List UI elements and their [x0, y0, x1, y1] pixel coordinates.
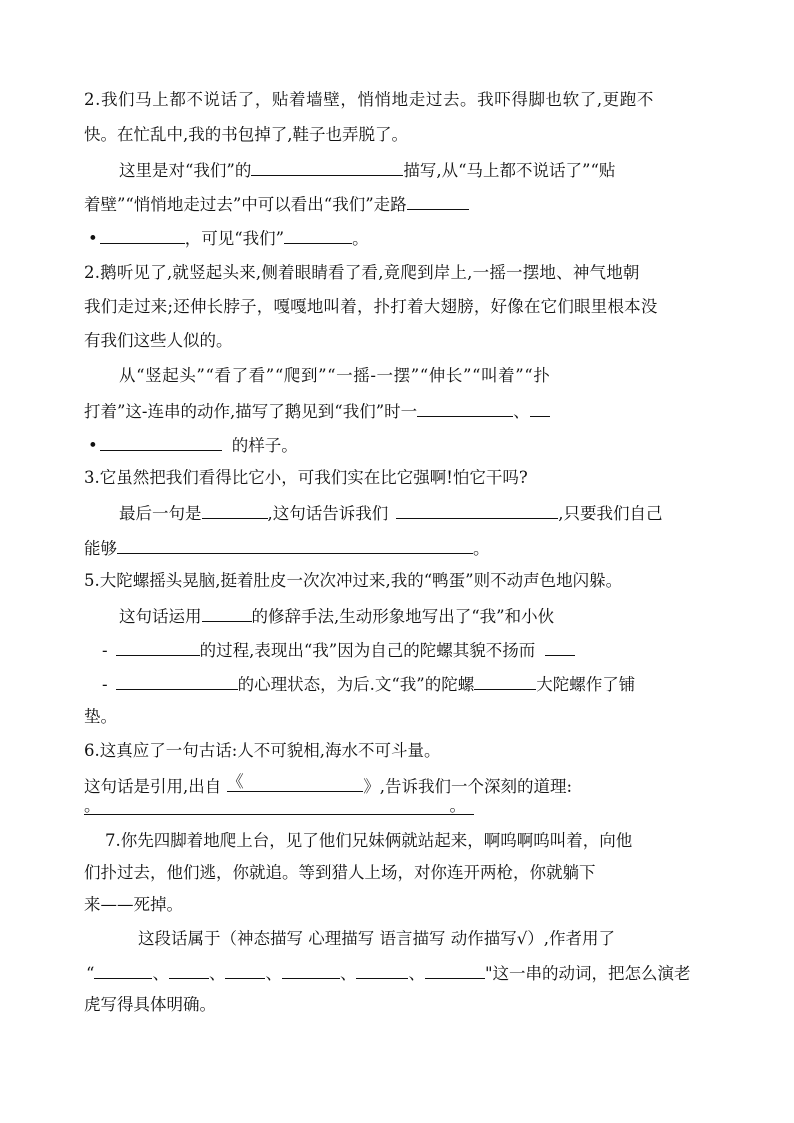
verb-blank-2[interactable]	[169, 960, 209, 979]
period-end: 。	[449, 796, 466, 815]
verb-blank-5[interactable]	[356, 960, 408, 979]
q1-line1: 2.我们马上都不说话了，贴着墙壁，悄悄地走过去。我吓得脚也软了,更跑不	[84, 90, 654, 109]
q2-line2: 我们走过来;还伸长脖子，嘎嘎地叫着，扑打着大翅膀，好像在它们眼里根本没	[84, 297, 658, 316]
verb-blank-6[interactable]	[425, 960, 485, 979]
q2-line5-text: 打着”这-连串的动作,描写了鹅见到“我们”时一	[84, 402, 418, 421]
q6-line1: 6.这真应了一句古话:人不可貌相,海水不可斗量。	[84, 741, 441, 760]
answer-blank[interactable]	[100, 225, 185, 244]
period-start: 。	[84, 796, 101, 815]
q1-line3	[119, 157, 615, 183]
answer-blank[interactable]	[284, 225, 352, 244]
q1-line5	[88, 225, 369, 251]
q2-line5-sep: 、	[513, 402, 530, 421]
separator: 、	[265, 964, 282, 983]
answer-blank[interactable]	[417, 398, 513, 417]
dash: -	[102, 641, 108, 660]
answer-blank[interactable]	[84, 796, 474, 815]
separator: 、	[408, 964, 425, 983]
verb-blank-4[interactable]	[282, 960, 340, 979]
q2-line6-text: 的样子。	[231, 436, 298, 455]
q3-line3-text: 能够	[84, 539, 117, 558]
q1-line3-text-a: 这里是对“我们”的	[119, 161, 252, 180]
q6-line2-text-a: 这句话是引用,出自	[84, 777, 222, 796]
open-quote: “	[86, 964, 95, 983]
q1-line5-text: ，可见“我们”	[184, 229, 285, 248]
q5-line2-text-a: 这句话运用	[119, 607, 202, 626]
q1-line5-end: 。	[352, 229, 369, 248]
q2-line6	[88, 432, 298, 458]
answer-blank[interactable]	[202, 500, 268, 519]
q3-line1: 3.它虽然把我们看得比它小，可我们实在比它强啊!怕它干吗?	[84, 468, 528, 487]
q7-line4: 这段话属于（神态描写 心理描写 语言描写 动作描写√）,作者用了	[138, 929, 615, 948]
verb-blank-3[interactable]	[225, 960, 265, 979]
separator: 、	[152, 964, 169, 983]
open-bracket: 《	[227, 772, 244, 791]
q7-line3: 来——死掉。	[84, 895, 183, 914]
q7-line6: 虎写得具体明确。	[84, 995, 216, 1014]
answer-blank[interactable]	[100, 432, 222, 451]
q2-line4: 从“竖起头”“看了看”“爬到”“一摇-一摆”“伸长”“叫着”“扑	[119, 366, 551, 385]
q5-line3	[102, 637, 575, 663]
answer-blank[interactable]	[407, 191, 469, 210]
q5-line5: 垫。	[84, 707, 117, 726]
q5-line1: 5.大陀螺摇头晃脑,挺着肚皮一次次冲过来,我的“鸭蛋”则不动声色地闪躲。	[84, 571, 623, 590]
answer-blank[interactable]	[117, 535, 473, 554]
bullet: •	[88, 436, 98, 455]
q1-line3-text-b: 描写,从“马上都不说话了”“贴	[403, 161, 616, 180]
answer-blank[interactable]	[116, 671, 238, 690]
answer-blank[interactable]	[116, 637, 200, 656]
q6-line2-text-c: 》,告诉我们一个深刻的道理:	[363, 777, 573, 796]
q5-line4-text-a: 的心理状态，为后.文“我”的陀螺	[237, 675, 475, 694]
dash: -	[102, 675, 108, 694]
q3-line3-end: 。	[473, 539, 490, 558]
q2-line5	[84, 398, 550, 424]
q1-line2: 快。在忙乱中,我的书包掉了,鞋子也弄脱了。	[84, 125, 408, 144]
bullet: •	[88, 229, 98, 248]
q2-line3: 有我们这些人似的。	[84, 331, 233, 350]
separator: 、	[208, 964, 226, 983]
answer-blank[interactable]	[396, 500, 558, 519]
q6-line3	[84, 796, 474, 822]
q2-line1: 2.鹅听见了,就竖起头来,侧着眼睛看了看,竟爬到岸上,一摇一摆地、神气地朝	[84, 263, 640, 282]
q3-line2	[119, 500, 663, 526]
book-title-blank[interactable]	[227, 773, 363, 792]
answer-blank[interactable]	[474, 671, 536, 690]
q3-line2-text-b: ,这句话告诉我们	[267, 504, 389, 523]
q3-line2-text-a: 最后一句是	[119, 504, 202, 523]
answer-blank[interactable]	[202, 603, 252, 622]
q5-line4	[102, 671, 635, 697]
q5-line2-text-b: 的修辞手法,生动形象地写出了“我”和小伙	[251, 607, 555, 626]
separator: 、	[339, 964, 357, 983]
q5-line4-text-b: 大陀螺作了铺	[536, 675, 636, 694]
q5-line2	[119, 603, 554, 629]
verb-blank-1[interactable]	[94, 960, 152, 979]
q1-line4	[84, 191, 469, 217]
q1-line4-text: 着壁”“悄悄地走过去”中可以看出“我们”走路	[84, 195, 407, 214]
q3-line3	[84, 535, 490, 561]
answer-blank[interactable]	[251, 157, 403, 176]
q7-line2: 们扑过去，他们逃，你就追。等到猎人上场，对你连开两枪，你就躺下	[84, 863, 596, 882]
q7-line5	[86, 960, 691, 986]
q5-line3-text: 的过程,表现出“我”因为自己的陀螺其貌不扬而	[199, 641, 536, 660]
q7-line1: 7.你先四脚着地爬上台，见了他们兄妹俩就站起来，啊呜啊呜叫着，向他	[105, 831, 633, 850]
answer-blank[interactable]	[530, 398, 550, 417]
q7-line5-text: "这一串的动词，把怎么演老	[484, 964, 691, 983]
answer-blank[interactable]	[545, 637, 575, 656]
q3-line2-text-c: ,只要我们自己	[558, 504, 663, 523]
